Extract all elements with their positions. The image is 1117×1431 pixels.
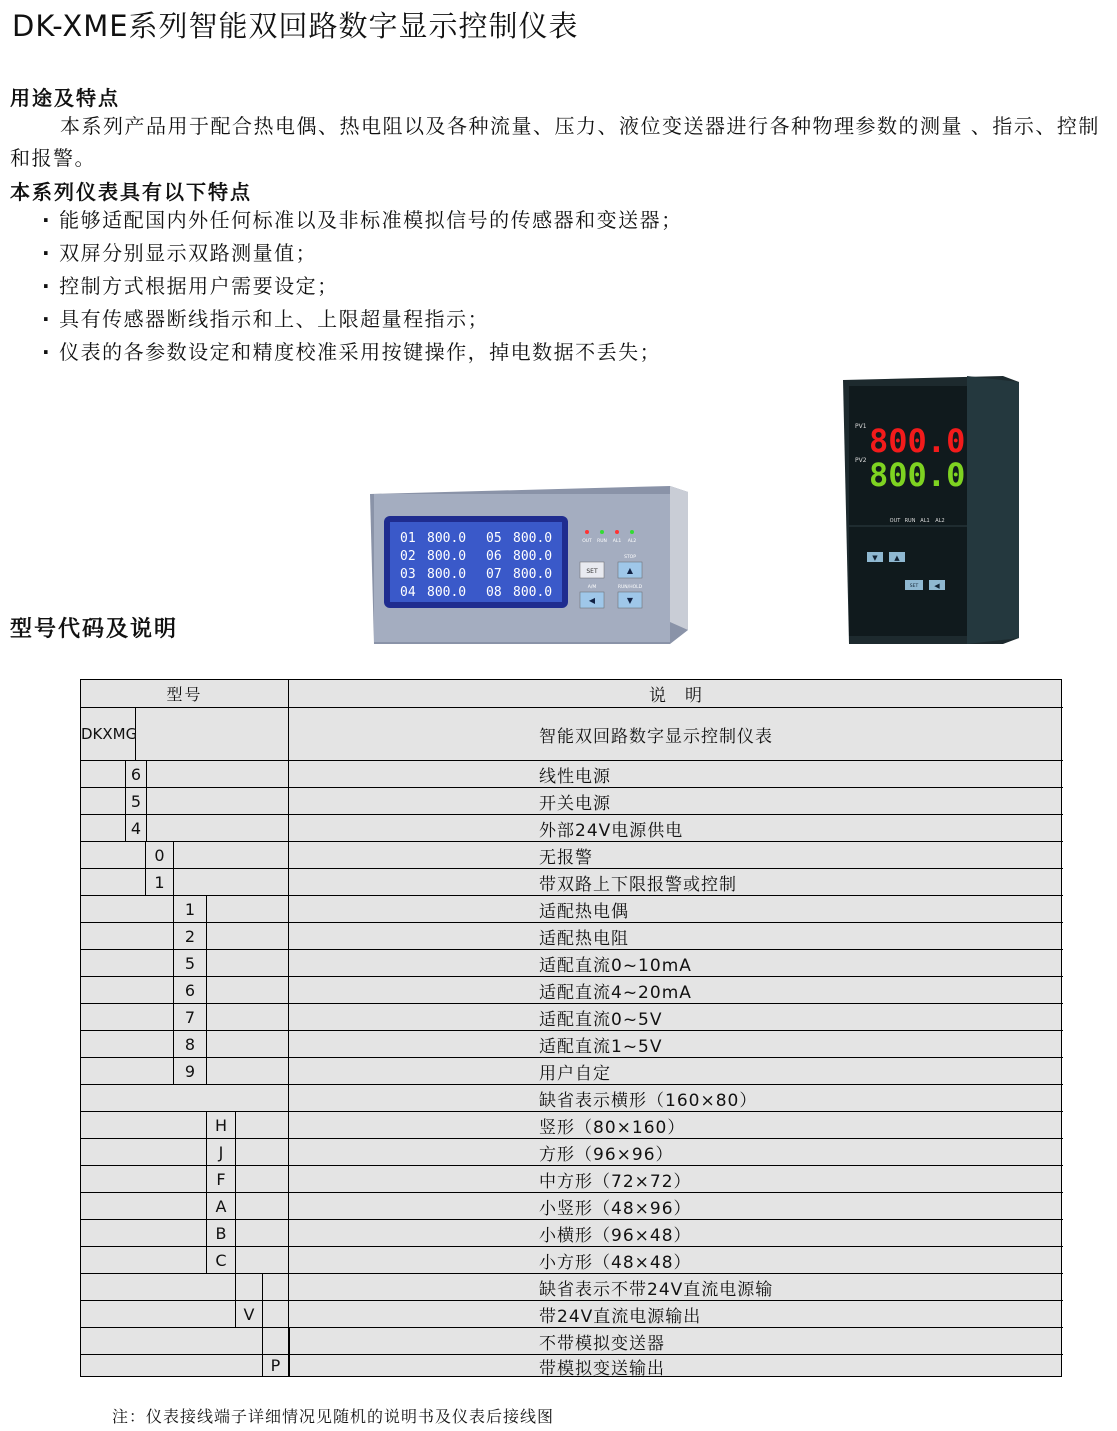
table-row-blank — [81, 815, 126, 842]
table-row-code: 7 — [174, 1004, 207, 1031]
channel-number: 08 — [486, 585, 502, 600]
table-row-code: 4 — [126, 815, 147, 842]
model-heading: 型号代码及说明 — [10, 617, 179, 642]
channel-value: 800.0 — [513, 549, 553, 564]
table-row-filler — [207, 1058, 289, 1085]
table-row-filler — [207, 1031, 289, 1058]
table-row-desc: 小横形（96×48） — [289, 1220, 1063, 1247]
footnote: 注：仪表接线端子详细情况见随机的说明书及仪表后接线图 — [112, 1407, 555, 1426]
table-row-blank — [81, 1301, 236, 1328]
table-row-desc: 开关电源 — [289, 788, 1063, 815]
table-row-filler — [207, 950, 289, 977]
usage-heading: 用途及特点 — [10, 86, 120, 110]
table-row-blank — [81, 1085, 289, 1112]
table-row-code: A — [207, 1193, 236, 1220]
table-row-desc: 无报警 — [289, 842, 1063, 869]
table-row-code: F — [207, 1166, 236, 1193]
table-row-desc: 用户自定 — [289, 1058, 1063, 1085]
table-row-desc: 适配直流1~5V — [289, 1031, 1063, 1058]
led-indicator — [600, 530, 604, 534]
table-row-blank — [81, 1031, 174, 1058]
table-row-code: 6 — [126, 761, 147, 788]
table-row-code — [236, 1274, 263, 1301]
svg-text:◀: ◀ — [588, 596, 596, 605]
table-row-blank — [81, 1166, 207, 1193]
table-row-filler — [236, 1139, 289, 1166]
table-row-code: 1 — [174, 896, 207, 923]
table-row-desc: 中方形（72×72） — [289, 1166, 1063, 1193]
table-row-blank — [81, 1193, 207, 1220]
led-label: AL2 — [935, 518, 945, 524]
table-row-desc: 小方形（48×48） — [289, 1247, 1063, 1274]
table-row-code: P — [263, 1355, 289, 1377]
usage-text: 本系列产品用于配合热电偶、热电阻以及各种流量、压力、液位变送器进行各种物理参数的测量 、指示、控制和报警。 — [10, 114, 1100, 170]
table-row-desc: 适配热电阻 — [289, 923, 1063, 950]
page-title: DK-XME系列智能双回路数字显示控制仪表 — [12, 9, 579, 43]
table-row-desc: 线性电源 — [289, 761, 1063, 788]
table-row-code: V — [236, 1301, 263, 1328]
svg-text:▲: ▲ — [894, 554, 900, 562]
table-row-code: 6 — [174, 977, 207, 1004]
feature-item: · 能够适配国内外任何标准以及非标准模拟信号的传感器和变送器； — [42, 204, 683, 237]
table-row-filler — [236, 1166, 289, 1193]
table-row-desc: 适配直流4~20mA — [289, 977, 1063, 1004]
svg-text:▼: ▼ — [872, 554, 878, 562]
channel-number: 04 — [400, 585, 416, 600]
table-row-code: 1 — [146, 869, 174, 896]
table-row-filler — [263, 1274, 289, 1301]
set-button-label: SET — [909, 584, 919, 589]
table-row-blank — [81, 1112, 207, 1139]
channel-number: 03 — [400, 567, 416, 582]
table-row-desc: 缺省表示横形（160×80） — [289, 1085, 1063, 1112]
table-row-filler — [147, 761, 289, 788]
table-row-blank — [81, 869, 146, 896]
table-row-desc: 适配热电偶 — [289, 896, 1063, 923]
table-row-desc: 小竖形（48×96） — [289, 1193, 1063, 1220]
pv2-display: 800.0 — [869, 456, 966, 494]
channel-value: 800.0 — [513, 531, 553, 546]
table-row-blank — [81, 977, 174, 1004]
channel-value: 800.0 — [427, 567, 467, 582]
table-row-blank — [81, 1274, 236, 1301]
led-indicator — [615, 530, 619, 534]
table-row-blank — [81, 1139, 207, 1166]
table-row-filler — [147, 815, 289, 842]
table-row-filler — [174, 842, 289, 869]
led-label: AL1 — [612, 539, 622, 544]
channel-value: 800.0 — [427, 585, 467, 600]
table-row-filler — [207, 977, 289, 1004]
pv1-label: PV1 — [855, 423, 867, 430]
table-row-blank — [81, 1220, 207, 1247]
channel-value: 800.0 — [513, 567, 553, 582]
channel-number: 06 — [486, 549, 502, 564]
table-row-desc: 智能双回路数字显示控制仪表 — [289, 708, 1063, 761]
led-label: OUT — [582, 539, 592, 544]
set-button-label: SET — [586, 568, 598, 575]
feature-item: · 双屏分别显示双路测量值； — [42, 237, 683, 270]
table-row-filler — [207, 923, 289, 950]
table-row-desc: 适配直流0~10mA — [289, 950, 1063, 977]
table-row-code — [263, 1328, 289, 1355]
table-row-code: 5 — [126, 788, 147, 815]
led-indicator — [630, 530, 634, 534]
table-row-blank — [81, 1355, 263, 1377]
channel-value: 800.0 — [513, 585, 553, 600]
table-row-blank — [81, 896, 174, 923]
channel-number: 07 — [486, 567, 502, 582]
horizontal-meter-image — [370, 472, 688, 644]
table-row-filler — [236, 1193, 289, 1220]
features-list — [42, 204, 683, 369]
table-row-desc: 竖形（80×160） — [289, 1112, 1063, 1139]
table-row-blank — [81, 923, 174, 950]
led-indicator — [585, 530, 589, 534]
table-row-filler — [236, 1220, 289, 1247]
stop-button-label: STOP — [624, 555, 636, 560]
pv2-label: PV2 — [855, 457, 867, 464]
table-row-desc: 方形（96×96） — [289, 1139, 1063, 1166]
table-row-code: 8 — [174, 1031, 207, 1058]
led-label: AL1 — [920, 518, 930, 524]
table-row-blank — [81, 788, 126, 815]
feature-item: · 仪表的各参数设定和精度校准采用按键操作，掉电数据不丢失； — [42, 336, 683, 369]
table-row-blank — [81, 950, 174, 977]
svg-text:▲: ▲ — [626, 566, 634, 575]
table-row-blank — [81, 1058, 174, 1085]
led-label: RUN — [904, 518, 916, 524]
table-row-code: J — [207, 1139, 236, 1166]
table-row-blank — [81, 1004, 174, 1031]
table-row-desc: 带双路上下限报警或控制 — [289, 869, 1063, 896]
runhold-button-label: RUN/HOLD — [617, 585, 643, 590]
table-row-blank — [81, 1247, 207, 1274]
channel-number: 01 — [400, 531, 416, 546]
channel-number: 05 — [486, 531, 502, 546]
vertical-meter-image — [843, 376, 1019, 644]
table-row-desc: 外部24V电源供电 — [289, 815, 1063, 842]
led-label: RUN — [597, 539, 607, 544]
table-row-filler — [236, 1112, 289, 1139]
table-row-blank — [81, 761, 126, 788]
table-row-code: H — [207, 1112, 236, 1139]
table-header-model: 型号 — [81, 680, 289, 708]
features-heading: 本系列仪表具有以下特点 — [10, 180, 252, 204]
feature-item: · 控制方式根据用户需要设定； — [42, 270, 683, 303]
led-label: OUT — [889, 518, 901, 524]
table-header-desc: 说 明 — [289, 680, 1063, 708]
feature-item: · 具有传感器断线指示和上、上限超量程指示； — [42, 303, 683, 336]
channel-value: 800.0 — [427, 531, 467, 546]
table-row-code: 2 — [174, 923, 207, 950]
table-row-code: 0 — [146, 842, 174, 869]
svg-text:◀: ◀ — [934, 582, 940, 590]
table-row-desc: 适配直流0~5V — [289, 1004, 1063, 1031]
channel-value: 800.0 — [427, 549, 467, 564]
table-row-filler — [147, 788, 289, 815]
table-row-filler — [207, 896, 289, 923]
table-row-filler — [207, 1004, 289, 1031]
svg-text:▼: ▼ — [626, 596, 634, 605]
table-row-desc: 带模拟变送输出 — [539, 1358, 665, 1379]
channel-number: 02 — [400, 549, 416, 564]
table-row-filler — [236, 1247, 289, 1274]
table-row-code: B — [207, 1220, 236, 1247]
table-row-filler — [174, 869, 289, 896]
am-button-label: A/M — [587, 585, 597, 590]
table-row-code: 5 — [174, 950, 207, 977]
model-code-table — [80, 679, 1062, 1377]
table-row-blank — [81, 1328, 263, 1355]
model-base-code: DKXMG — [81, 708, 136, 761]
pv1-display: 800.0 — [869, 422, 966, 460]
table-row-code: 9 — [174, 1058, 207, 1085]
model-base-blank — [136, 708, 289, 761]
table-row-blank — [81, 842, 146, 869]
table-row-desc: 带24V直流电源输出 — [289, 1301, 1063, 1328]
table-row-filler — [263, 1301, 289, 1328]
table-row-code: C — [207, 1247, 236, 1274]
table-row-desc: 不带模拟变送器 — [289, 1328, 1063, 1355]
table-row-desc: 缺省表示不带24V直流电源输 — [289, 1274, 1063, 1301]
led-label: AL2 — [627, 539, 637, 544]
